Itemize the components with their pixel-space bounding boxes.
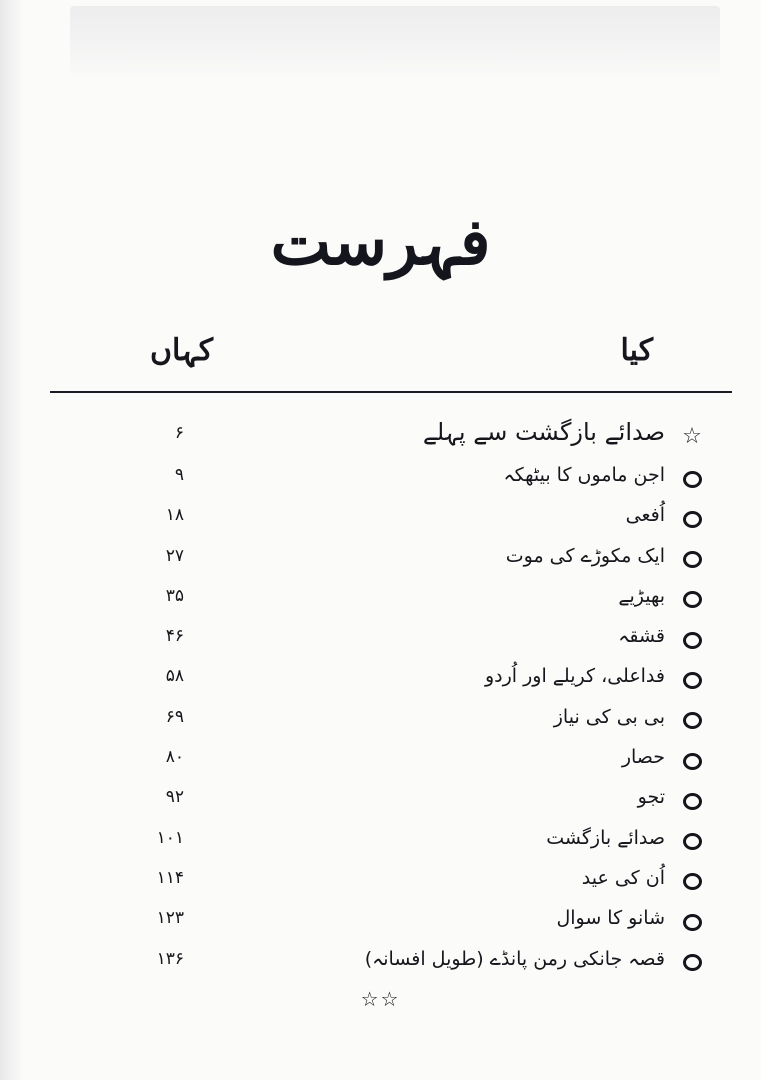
toc-entry-page: ۱۰۱ xyxy=(156,827,184,848)
ring-bullet-icon xyxy=(681,790,703,812)
toc-entry-page: ۹۲ xyxy=(165,787,184,808)
toc-entry-page: ۹ xyxy=(174,465,184,485)
toc-entry-title: اجن ماموں کا بیٹھکہ xyxy=(503,464,665,486)
toc-entry-title: ایک مکوڑے کی موت xyxy=(505,544,665,567)
toc-entry-title: بی بی کی نیاز xyxy=(553,705,665,728)
toc-entry-title: قشقہ xyxy=(618,625,665,648)
ring-bullet-icon xyxy=(681,871,703,893)
toc-entry-page: ۵۸ xyxy=(165,666,184,687)
toc-entry-page: ۱۳۶ xyxy=(156,948,184,969)
toc-entry-title: صدائے بازگشت xyxy=(546,826,665,849)
ring-bullet-icon xyxy=(681,508,703,530)
toc-entry-page: ۲۷ xyxy=(165,545,184,566)
star-outline-icon: ☆ xyxy=(682,424,702,449)
ring-bullet-icon xyxy=(681,952,703,974)
toc-entry-page: ۱۲۳ xyxy=(156,908,184,929)
toc-row[interactable] xyxy=(0,418,761,460)
ring-bullet-icon xyxy=(681,710,703,732)
ring-bullet-icon xyxy=(681,911,703,933)
toc-entry-page: ۶۹ xyxy=(165,706,184,727)
toc-entry-title: بھیڑیے xyxy=(618,584,665,607)
toc-row[interactable] xyxy=(0,661,761,701)
toc-row[interactable] xyxy=(0,541,761,581)
toc-entry-title: تجو xyxy=(637,786,665,809)
toc-row[interactable] xyxy=(0,500,761,540)
toc-row[interactable] xyxy=(0,903,761,943)
toc-row[interactable] xyxy=(0,581,761,621)
toc-entry-title: اُفعی xyxy=(625,504,665,527)
toc-entry-page: ۶ xyxy=(174,423,184,443)
column-header-where: کہاں xyxy=(150,333,214,368)
ring-bullet-icon xyxy=(681,831,703,853)
toc-row[interactable] xyxy=(0,460,761,500)
toc-entry-title: قصہ جانکی رمن پانڈے (طویل افسانہ) xyxy=(364,947,665,970)
toc-entry-page: ۱۸ xyxy=(165,505,184,526)
ring-bullet-icon xyxy=(681,549,703,571)
toc-entry-title: فداعلی، کریلے اور اُردو xyxy=(484,665,665,688)
toc-row[interactable] xyxy=(0,702,761,742)
toc-row[interactable] xyxy=(0,944,761,984)
footer-stars: ☆☆ xyxy=(360,987,401,1011)
toc-row[interactable] xyxy=(0,823,761,863)
toc-row[interactable] xyxy=(0,742,761,782)
toc-entry-page: ۱۱۴ xyxy=(156,867,184,888)
column-header-what: کیا xyxy=(620,333,653,368)
toc-entry-page: ۸۰ xyxy=(165,747,184,768)
toc-entry-page: ۳۵ xyxy=(165,585,184,606)
toc-entry-title: حصار xyxy=(621,746,665,769)
header-divider xyxy=(50,391,732,393)
bleed-through-text xyxy=(70,6,720,76)
toc-list xyxy=(0,418,761,984)
toc-entry-page: ۴۶ xyxy=(165,626,184,647)
ring-bullet-icon xyxy=(681,629,703,651)
ring-bullet-icon xyxy=(681,468,703,490)
toc-entry-title: صدائے بازگشت سے پہلے xyxy=(422,418,665,446)
toc-row[interactable] xyxy=(0,621,761,661)
toc-entry-title: اُن کی عید xyxy=(581,866,665,889)
toc-entry-title: شانو کا سوال xyxy=(556,907,665,930)
ring-bullet-icon xyxy=(681,669,703,691)
page-title: فہرست xyxy=(270,205,491,280)
ring-bullet-icon xyxy=(681,589,703,611)
toc-row[interactable] xyxy=(0,863,761,903)
ring-bullet-icon xyxy=(681,750,703,772)
toc-row[interactable] xyxy=(0,782,761,822)
